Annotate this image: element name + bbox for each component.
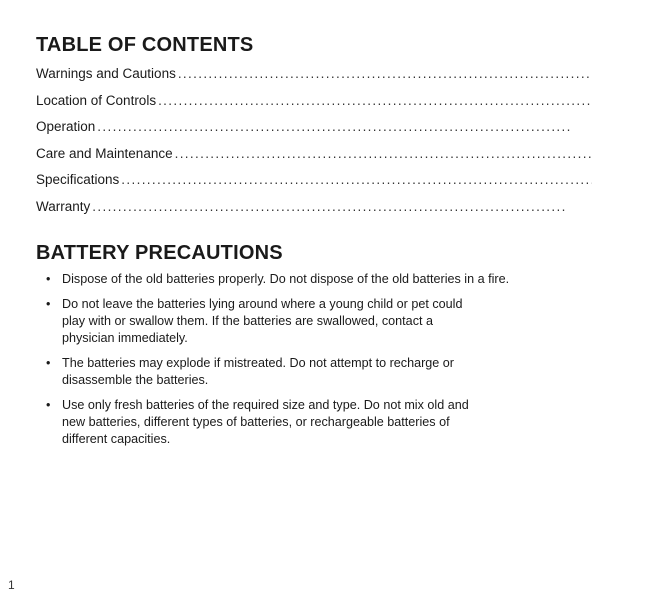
manual-page (36, 34, 596, 456)
battery-precautions (36, 242, 596, 448)
precautions-list (36, 271, 596, 448)
toc-dot-leader (97, 114, 592, 141)
bullet-icon: • (46, 356, 51, 370)
toc-dot-leader (178, 61, 592, 88)
precaution-line: physician immediately. (62, 331, 188, 345)
toc-entry-specifications (36, 167, 592, 194)
precaution-item-dispose (36, 271, 596, 288)
precaution-item-explode (36, 355, 596, 389)
toc-entry-label: Warranty (36, 198, 91, 214)
toc-heading: TABLE OF CONTENTS (36, 34, 254, 56)
precaution-item-fresh-batteries (36, 397, 596, 448)
precautions-heading: BATTERY PRECAUTIONS (36, 242, 283, 264)
bullet-icon: • (46, 297, 51, 311)
toc-entry-label: Specifications (36, 172, 120, 187)
toc-list (36, 61, 592, 220)
toc-entry-warnings (36, 61, 592, 88)
precaution-line: play with or swallow them. If the batteries are swallowed, contact a (62, 314, 433, 328)
toc-dot-leader (175, 141, 592, 168)
toc-dot-leader (92, 194, 592, 221)
toc-entry-warranty (36, 194, 592, 221)
toc-entry-location-of-controls (36, 88, 592, 115)
toc-entry-care-and-maintenance (36, 141, 592, 168)
precaution-line: Do not leave the batteries lying around where a young child or pet could (62, 297, 463, 311)
toc-dot-leader (121, 167, 592, 194)
bullet-icon: • (46, 398, 51, 412)
table-of-contents (36, 34, 596, 220)
toc-entry-label: Location of Controls (36, 92, 157, 108)
precaution-line: different capacities. (62, 432, 171, 446)
page-number: 1 (8, 578, 15, 592)
toc-dot-leader (158, 88, 592, 115)
precaution-item-children (36, 296, 596, 347)
toc-entry-operation (36, 114, 592, 141)
bullet-icon: • (46, 272, 51, 286)
precaution-line: Dispose of the old batteries properly. Do not dispose of the old batteries in a fire. (62, 272, 510, 286)
toc-entry-label: Care and Maintenance (36, 145, 173, 161)
precaution-line: disassemble the batteries. (62, 373, 209, 387)
toc-entry-label: Operation (36, 119, 96, 134)
precaution-line: Use only fresh batteries of the required size and type. Do not mix old and (62, 398, 469, 412)
precaution-line: new batteries, different types of batteries, or rechargeable batteries of (62, 415, 450, 429)
precaution-line: The batteries may explode if mistreated. Do not attempt to recharge or (62, 356, 454, 370)
toc-entry-label: Warnings and Cautions (36, 66, 176, 81)
